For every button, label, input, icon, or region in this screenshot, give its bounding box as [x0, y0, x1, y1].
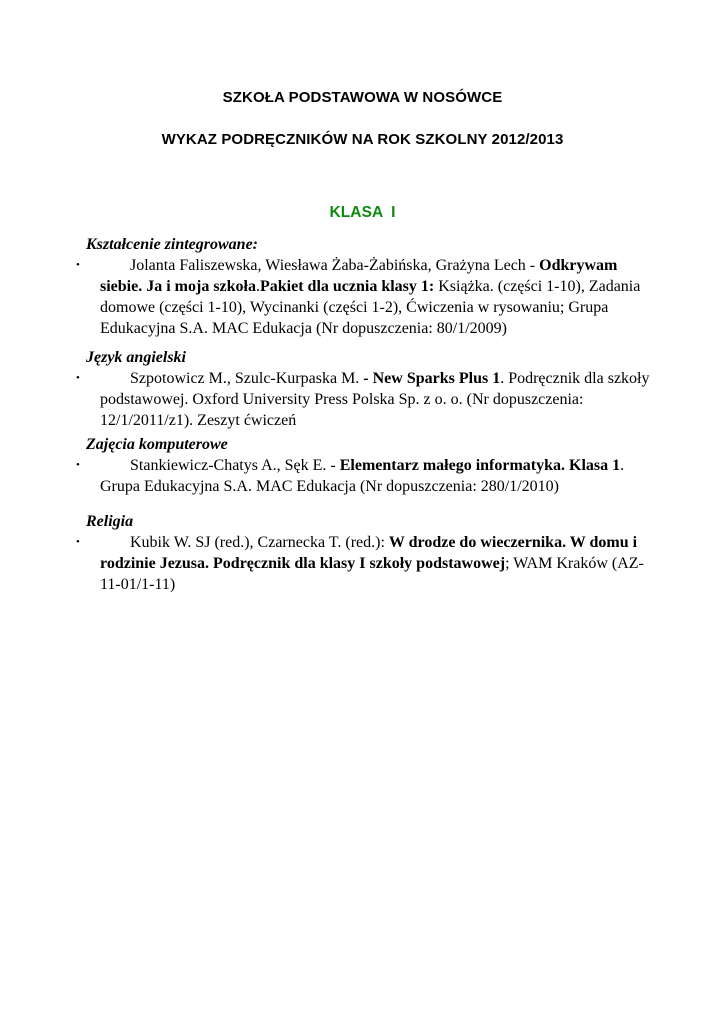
subject-heading: Język angielski [86, 349, 186, 366]
entry-book-title: Elementarz małego informatyka. Klasa 1 [339, 457, 621, 474]
bullet-icon: • [76, 536, 80, 548]
entry-text [100, 255, 656, 339]
subject-heading: Zajęcia komputerowe [86, 436, 228, 453]
list-item [76, 455, 656, 497]
entry-text [100, 368, 656, 431]
bullet-icon: • [76, 259, 80, 271]
entry-authors: Stankiewicz-Chatys A., Sęk E. - [130, 457, 340, 474]
bullet-icon: • [76, 372, 80, 384]
school-title: SZKOŁA PODSTAWOWA W NOSÓWCE [222, 89, 503, 106]
section-religion [76, 511, 656, 595]
entry-text [100, 532, 656, 595]
class-heading: KLASA I [329, 204, 396, 221]
entry-book-title: W drodze do wieczernika. W domu i rodzinie Jezusa. Podręcznik dla klasy I szkoły podstawowej [100, 534, 638, 572]
entry-details: Książka. (części 1-10), Zadania domowe (części 1-10), Wycinanki (części 1-2), Ćwiczenia w rysowaniu; Grupa Edukacyjna S.A. MAC Edukacja (Nr dopuszczenia: 80/1/2009) [100, 278, 641, 337]
entry-authors: Szpotowicz M., Szulc-Kurpaska M. [130, 370, 364, 387]
entry-separator: . [256, 278, 260, 295]
section-computer-classes [76, 434, 656, 497]
list-item [76, 368, 656, 431]
subject-heading: Kształcenie zintegrowane: [86, 236, 259, 253]
textbook-list-title: WYKAZ PODRĘCZNIKÓW NA ROK SZKOLNY 2012/2013 [161, 131, 564, 148]
entry-book-title: - New Sparks Plus 1 [363, 370, 501, 387]
entry-text [100, 455, 656, 497]
entry-authors: Kubik W. SJ (red.), Czarnecka T. (red.): [130, 534, 389, 551]
entry-package-title: Pakiet dla ucznia klasy 1: [260, 278, 435, 295]
section-integrated-education [76, 234, 656, 339]
list-item [76, 532, 656, 595]
list-item [76, 255, 656, 339]
subject-heading: Religia [86, 513, 134, 530]
entry-details: . Grupa Edukacyjna S.A. MAC Edukacja (Nr dopuszczenia: 280/1/2010) [100, 457, 625, 495]
entry-authors: Jolanta Faliszewska, Wiesława Żaba-Żabińska, Grażyna Lech - [130, 257, 540, 274]
entry-details: ; WAM Kraków (AZ-11-01/1-11) [100, 555, 644, 593]
entry-details: . Podręcznik dla szkoły podstawowej. Oxford University Press Polska Sp. z o. o. (Nr dopuszczenia: 12/1/2011/z1). Zeszyt ćwiczeń [100, 370, 650, 429]
section-english [76, 347, 656, 431]
entry-book-title: Odkrywam siebie. Ja i moja szkoła [100, 257, 618, 295]
bullet-icon: • [76, 459, 80, 471]
